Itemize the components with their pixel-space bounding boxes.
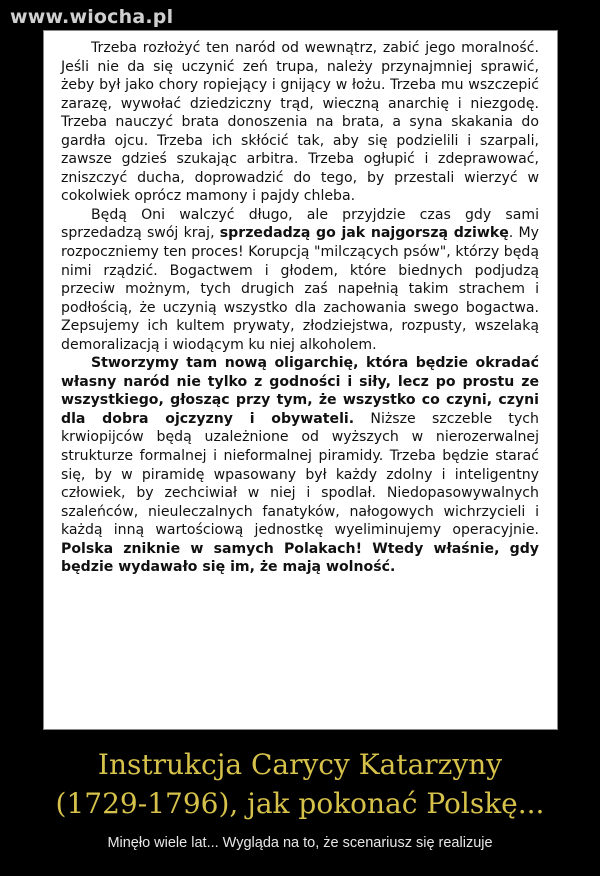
paragraph-2-bold: sprzedadzą go jak najgorszą dziwkę [219, 225, 509, 242]
paragraph-3-middle: Niższe szczeble tych krwiopijców będą uzależnione od wyższych w nierozerwalnej strukturze formalnej i nieformalnej piramidy. Trzeba będzie starać się, by w piramidę wpasowany był każdy zdolny i inteligentny człowiek, by zechciwiał w niej i spodlał. Niedopasowywalnych szaleńców, nieuleczalnych fanatyków, nałogowych wichrzycieli i każdą inną wartościową jednostkę wyeliminujemy operacyjnie. [61, 410, 539, 539]
title-line-1: Instrukcja Carycy Katarzyny [97, 748, 503, 781]
paragraph-2-start: Będą Oni walczyć długo, ale przyjdzie czas gdy sami sprzedadzą swój kraj, [61, 206, 539, 242]
paragraph-1: Trzeba rozłożyć ten naród od wewnątrz, zabić jego moralność. Jeśli nie da się uczynić zeń trupa, należy przynajmniej sprawić, żeby był jako chory ropiejący i gnijący w łożu. Trzeba mu wszczepić zarazę, wywołać dziedziczny trąd, wieczną anarchię i niezgodę. Trzeba nauczyć brata donoszenia na brata, a syna skakania do gardła ojcu. Trzeba ich skłócić tak, aby się podzielili i szarpali, zawsze gdzieś szukając arbitra. Trzeba ogłupić i zdeprawować, zniszczyć ducha, doprowadzić do tego, by przestali wierzyć w cokolwiek oprócz mamony i pajdy chleba. [61, 40, 539, 205]
title-line-2: (1729-1796), jak pokonać Polskę... [55, 787, 545, 820]
paragraph-3-bold-start: Stworzymy tam nową oligarchię, która będzie okradać własny naród nie tylko z godności i siły, lecz po prostu ze wszystkiego, głosząc przy tym, że wszystko co czyni, czyni dla dobra ojczyzny i obywateli. [61, 355, 539, 427]
site-watermark: www.wiocha.pl [10, 6, 174, 28]
paragraph-2 [61, 206, 539, 354]
paragraph-3-bold-end: Polska zniknie w samych Polakach! Wtedy właśnie, gdy będzie wydawało się im, że mają wolność. [61, 540, 539, 576]
paragraph-2-end: . My rozpoczniemy ten proces! Korupcją "milczących psów", którzy będą nimi rządzić. Bogactwem i głodem, które biednych podjudzą przeciw możnym, tych drugich zaś napełnią takim strachem i podłością, że uczynią wszystko dla zachowania swego bogactwa. Zepsujemy ich kultem prywaty, złodziejstwa, rozpusty, wszelaką demoralizacją i wiodącym ku niej alkoholem. [61, 225, 539, 353]
quote-text-panel [43, 30, 558, 730]
caption-text: Minęło wiele lat... Wygląda na to, że scenariusz się realizuje [107, 835, 493, 851]
paragraph-3 [61, 354, 539, 577]
